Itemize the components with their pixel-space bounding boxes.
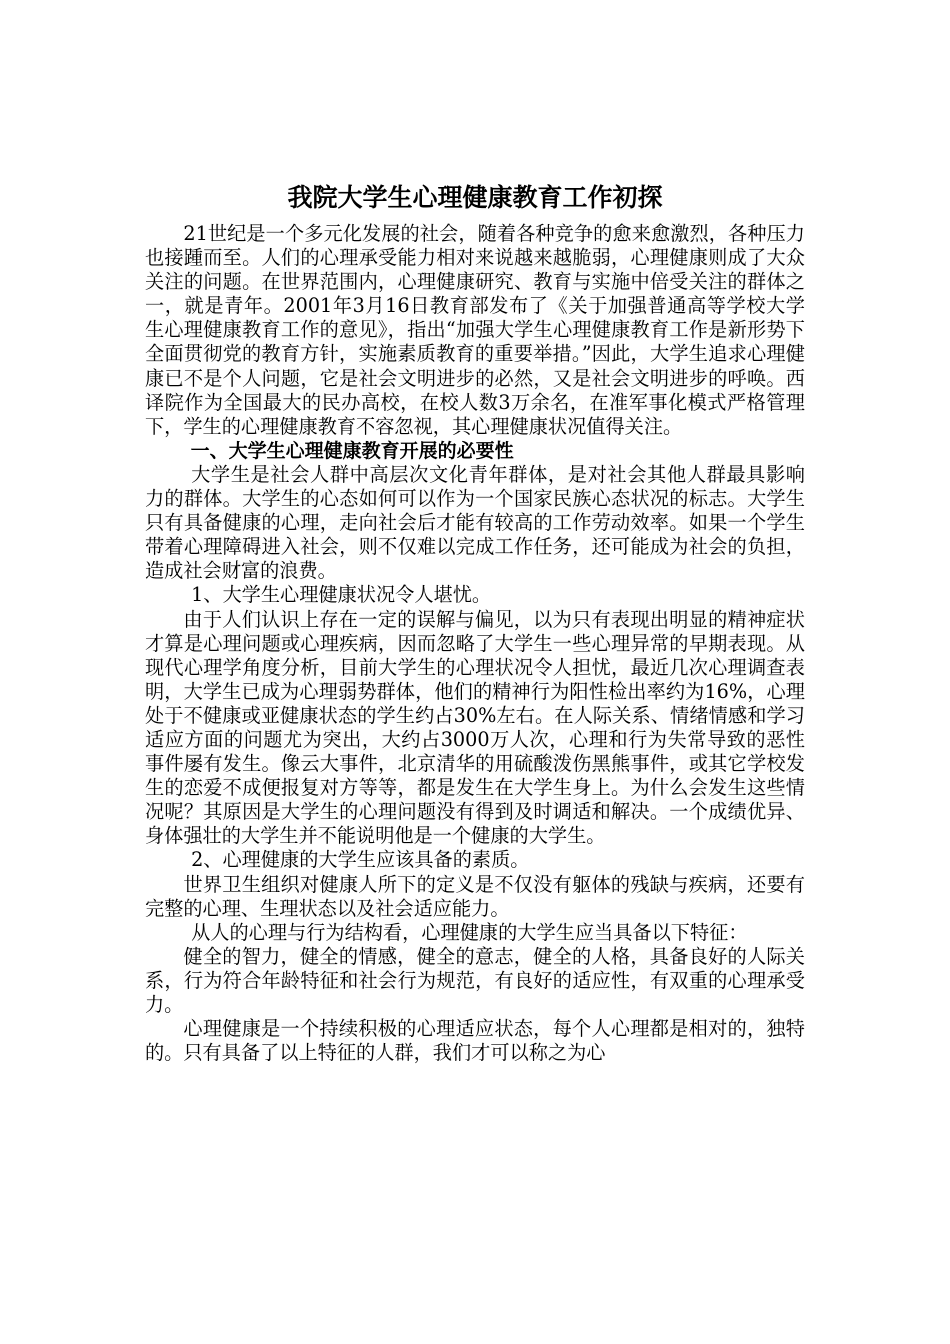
- subsection-1-heading: 1、大学生心理健康状况令人堪忧。: [191, 583, 492, 607]
- subsection-1-paragraph: 由于人们认识上存在一定的误解与偏见，以为只有表现出明显的精神症状才算是心理问题或心理疾病，因而忽略了大学生一些心理异常的早期表现。从现代心理学角度分析，目前大学生的心理状况令人担忧，最近几次心理调查表明，大学生已成为心理弱势群体，他们的精神行为阳性检出率约为16%，心理处于不健康或亚健康状态的学生约占30%左右。在人际关系、情绪情感和学习适应方面的问题尤为突出，大约占3000万人次，心理和行为失常导致的恶性事件屡有发生。像云大事件，北京清华的用硫酸泼伤黑熊事件，或其它学校发生的恋爱不成便报复对方等等，都是发生在大学生身上。为什么会发生这些情况呢？其原因是大学生的心理问题没有得到及时调适和解决。一个成绩优异、身体强壮的大学生并不能说明他是一个健康的大学生。: [145, 607, 805, 848]
- document-title: 我院大学生心理健康教育工作初探: [287, 183, 663, 212]
- subsection-2-paragraph-4: 心理健康是一个持续积极的心理适应状态，每个人心理都是相对的，独特的。只有具备了以上特征的人群，我们才可以称之为心: [145, 1017, 805, 1065]
- subsection-2-paragraph-3: 健全的智力，健全的情感，健全的意志，健全的人格，具备良好的人际关系，行为符合年龄特征和社会行为规范，有良好的适应性，有双重的心理承受力。: [145, 944, 805, 1016]
- intro-paragraph: 21世纪是一个多元化发展的社会，随着各种竞争的愈来愈激烈，各种压力也接踵而至。人们的心理承受能力相对来说越来越脆弱，心理健康则成了大众关注的问题。在世界范围内，心理健康研究、教育与实施中倍受关注的群体之一，就是青年。2001年3月16日教育部发布了《关于加强普通高等学校大学生心理健康教育工作的意见》，指出“加强大学生心理健康教育工作是新形势下全面贯彻党的教育方针，实施素质教育的重要举措。”因此，大学生追求心理健康已不是个人问题，它是社会文明进步的必然，又是社会文明进步的呼唤。西译院作为全国最大的民办高校，在校人数3万余名，在准军事化模式严格管理下，学生的心理健康教育不容忽视，其心理健康状况值得关注。: [145, 222, 805, 438]
- subsection-2-paragraph-2: 从人的心理与行为结构看，心理健康的大学生应当具备以下特征：: [191, 920, 748, 944]
- document-body: [145, 222, 805, 1065]
- subsection-2-paragraph-1: 世界卫生组织对健康人所下的定义是不仅没有躯体的残缺与疾病，还要有完整的心理、生理状态以及社会适应能力。: [145, 872, 805, 920]
- section-1-heading: 一、大学生心理健康教育开展的必要性: [190, 439, 514, 462]
- subsection-2-heading: 2、心理健康的大学生应该具备的素质。: [191, 848, 530, 872]
- section-1-paragraph: 大学生是社会人群中高层次文化青年群体，是对社会其他人群最具影响力的群体。大学生的心态如何可以作为一个国家民族心态状况的标志。大学生只有具备健康的心理，走向社会后才能有较高的工作劳动效率。如果一个学生带着心理障碍进入社会，则不仅难以完成工作任务，还可能成为社会的负担，造成社会财富的浪费。: [145, 462, 805, 583]
